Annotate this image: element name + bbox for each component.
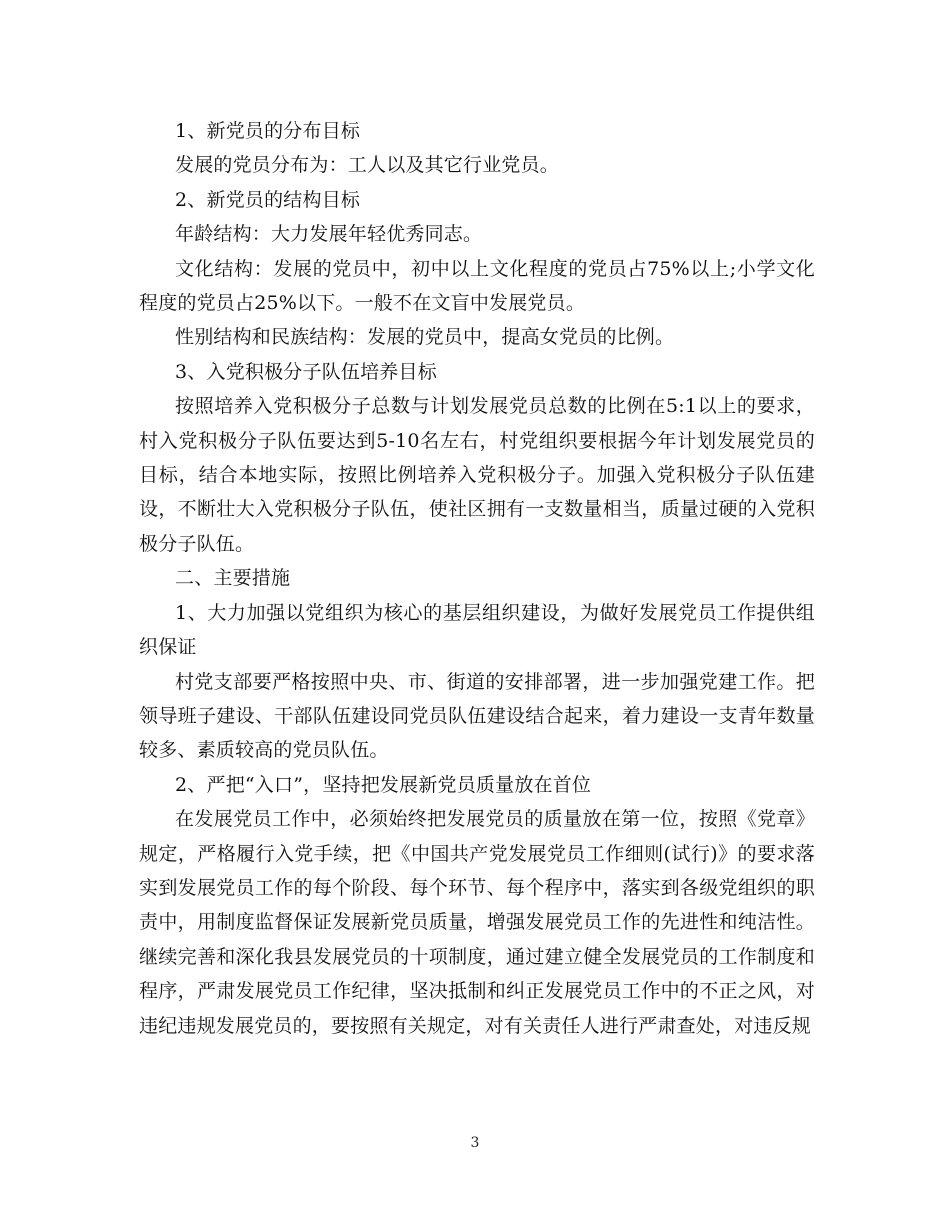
body-paragraph: 村党支部要严格按照中央、市、街道的安排部署，进一步加强党建工作。把领导班子建设、干部队伍建设同党员队伍建设结合起来，着力建设一支青年数量较多、素质较高的党员队伍。 bbox=[139, 670, 815, 762]
body-paragraph: 文化结构：发展的党员中，初中以上文化程度的党员占75%以上;小学文化程度的党员占25%以下。一般不在文盲中发展党员。 bbox=[139, 257, 815, 315]
body-paragraph: 年龄结构：大力发展年轻优秀同志。 bbox=[175, 223, 483, 246]
section-heading: 1、大力加强以党组织为核心的基层组织建设，为做好发展党员工作提供组织保证 bbox=[139, 601, 815, 659]
document-body bbox=[139, 114, 815, 1043]
page-number: 3 bbox=[470, 1135, 480, 1151]
body-paragraph: 按照培养入党积极分子总数与计划发展党员总数的比例在5:1以上的要求，村入党积极分子队伍要达到5-10名左右，村党组织要根据今年计划发展党员的目标，结合本地实际，按照比例培养入党积极分子。加强入党积极分子队伍建设，不断壮大入党积极分子队伍，使社区拥有一支数量相当，质量过硬的入党积极分子队伍。 bbox=[139, 395, 815, 555]
body-paragraph: 发展的党员分布为：工人以及其它行业党员。 bbox=[175, 154, 560, 177]
body-paragraph: 性别结构和民族结构：发展的党员中，提高女党员的比例。 bbox=[175, 326, 675, 349]
section-heading: 2、新党员的结构目标 bbox=[175, 188, 361, 211]
section-heading: 3、入党积极分子队伍培养目标 bbox=[175, 360, 437, 383]
section-heading: 2、严把“入口”，坚持把发展新党员质量放在首位 bbox=[175, 773, 592, 796]
section-heading: 1、新党员的分布目标 bbox=[175, 120, 361, 142]
body-paragraph: 在发展党员工作中，必须始终把发展党员的质量放在第一位，按照《党章》规定，严格履行入党手续，把《中国共产党发展党员工作细则(试行)》的要求落实到发展党员工作的每个阶段、每个环节、每个程序中，落实到各级党组织的职责中，用制度监督保证发展新党员质量，增强发展党员工作的先进性和纯洁性。继续完善和深化我县发展党员的十项制度，通过建立健全发展党员的工作制度和程序，严肃发展党员工作纪律，坚决抵制和纠正发展党员工作中的不正之风，对违纪违规发展党员的，要按照有关规定，对有关责任人进行严肃查处，对违反规 bbox=[139, 808, 815, 1037]
chapter-heading: 二、主要措施 bbox=[175, 567, 291, 590]
